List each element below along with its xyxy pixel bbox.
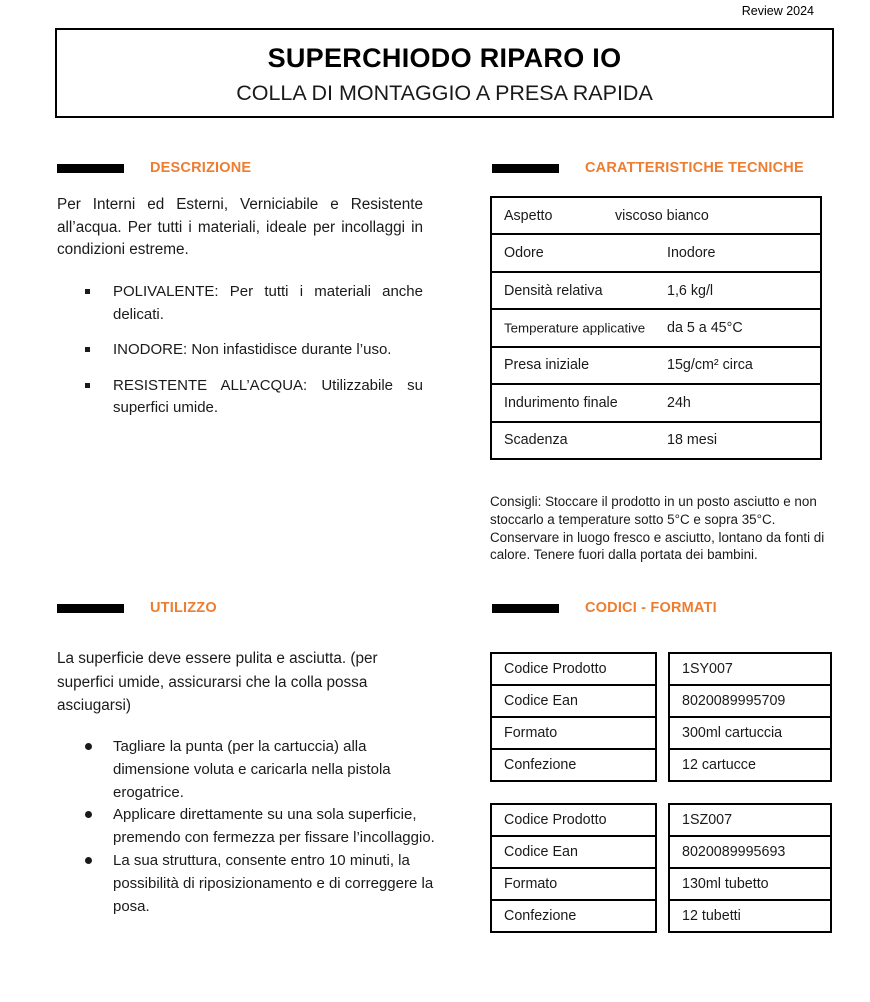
table-row bbox=[670, 899, 830, 931]
product-subtitle: COLLA DI MONTAGGIO A PRESA RAPIDA bbox=[236, 81, 653, 105]
section-heading-descrizione bbox=[57, 160, 251, 176]
heading-bar-icon bbox=[57, 164, 124, 173]
table-row bbox=[670, 867, 830, 899]
table-row bbox=[492, 716, 655, 748]
spec-value: da 5 a 45°C bbox=[667, 319, 743, 336]
heading-bar-icon bbox=[492, 604, 559, 613]
spec-label: Temperature applicative bbox=[504, 320, 646, 336]
code-value: 12 cartucce bbox=[682, 757, 756, 773]
spec-value: 15g/cm² circa bbox=[667, 357, 753, 374]
review-label: Review 2024 bbox=[741, 4, 814, 18]
table-row bbox=[670, 684, 830, 716]
table-row bbox=[492, 308, 820, 345]
note-paragraph: Conservare in luogo fresco e asciutto, lontano da fonti di calore. Tenere fuori dalla portata dei bambini. bbox=[490, 529, 825, 563]
list-item bbox=[57, 804, 435, 850]
table-row bbox=[492, 271, 820, 308]
list-item-text: Applicare direttamente su una sola superficie, premendo con fermezza per fissare l’incollaggio. bbox=[113, 806, 435, 847]
spec-label: Densità relativa bbox=[504, 282, 603, 299]
table-row bbox=[492, 198, 820, 233]
table-row bbox=[492, 654, 655, 684]
section-heading-caratteristiche bbox=[492, 160, 804, 176]
square-bullet-icon bbox=[85, 347, 90, 352]
list-item-text: INODORE: Non infastidisce durante l’uso. bbox=[113, 341, 392, 358]
utilizzo-bullet-list bbox=[57, 736, 435, 918]
spec-label: Odore bbox=[504, 245, 544, 262]
descrizione-bullet-list bbox=[57, 281, 423, 433]
section-heading-utilizzo bbox=[57, 600, 217, 616]
table-row bbox=[492, 421, 820, 458]
heading-bar-icon bbox=[492, 164, 559, 173]
table-row bbox=[492, 346, 820, 383]
title-box bbox=[55, 28, 834, 118]
code-value: 8020089995693 bbox=[682, 844, 786, 860]
table-row bbox=[670, 654, 830, 684]
table-row bbox=[492, 899, 655, 931]
codes-label-column bbox=[490, 803, 657, 933]
code-value: 12 tubetti bbox=[682, 908, 741, 924]
code-value: 8020089995709 bbox=[682, 693, 786, 709]
list-item bbox=[57, 281, 423, 326]
code-value: 130ml tubetto bbox=[682, 876, 769, 892]
spec-value: 24h bbox=[667, 394, 691, 411]
codes-value-column bbox=[668, 803, 832, 933]
section-heading-codici bbox=[492, 600, 717, 616]
list-item-text: POLIVALENTE: Per tutti i materiali anche delicati. bbox=[113, 283, 423, 323]
round-bullet-icon bbox=[85, 743, 92, 750]
round-bullet-icon bbox=[85, 811, 92, 818]
list-item-text: RESISTENTE ALL’ACQUA: Utilizzabile su superfici umide. bbox=[113, 376, 423, 416]
section-title: CODICI - FORMATI bbox=[585, 600, 717, 616]
spec-table bbox=[490, 196, 822, 460]
table-row bbox=[670, 716, 830, 748]
square-bullet-icon bbox=[85, 289, 90, 294]
spec-value: Inodore bbox=[667, 245, 716, 262]
code-label: Codice Ean bbox=[504, 693, 578, 709]
code-value: 1SY007 bbox=[682, 661, 733, 677]
descrizione-paragraph: Per Interni ed Esterni, Verniciabile e Resistente all’acqua. Per tutti i materiali, ideale per incollaggi in condizioni estreme. bbox=[57, 196, 423, 258]
product-title: SUPERCHIODO RIPARO IO bbox=[267, 43, 622, 73]
codes-value-column bbox=[668, 652, 832, 782]
list-item bbox=[57, 850, 435, 918]
heading-bar-icon bbox=[57, 604, 124, 613]
spec-label: Scadenza bbox=[504, 432, 568, 449]
code-label: Codice Ean bbox=[504, 844, 578, 860]
table-row bbox=[492, 383, 820, 420]
table-row bbox=[492, 748, 655, 780]
code-label: Confezione bbox=[504, 757, 577, 773]
table-row bbox=[670, 805, 830, 835]
section-title: UTILIZZO bbox=[150, 600, 217, 616]
list-item-text: Tagliare la punta (per la cartuccia) alla dimensione voluta e caricarla nella pistola erogatrice. bbox=[113, 738, 391, 801]
spec-label: Presa iniziale bbox=[504, 357, 590, 374]
square-bullet-icon bbox=[85, 383, 90, 388]
table-row bbox=[492, 867, 655, 899]
codes-label-column bbox=[490, 652, 657, 782]
code-value: 300ml cartuccia bbox=[682, 725, 783, 741]
code-label: Codice Prodotto bbox=[504, 812, 607, 828]
codes-table-cartridge bbox=[490, 652, 832, 782]
section-title: CARATTERISTICHE TECNICHE bbox=[585, 160, 804, 176]
list-item bbox=[57, 375, 423, 420]
spec-label: Aspetto bbox=[504, 207, 553, 224]
codes-table-tube bbox=[490, 803, 832, 933]
table-row bbox=[670, 748, 830, 780]
code-label: Confezione bbox=[504, 908, 577, 924]
table-row bbox=[492, 805, 655, 835]
list-item-text: La sua struttura, consente entro 10 minuti, la possibilità di riposizionamento e di correggere la posa. bbox=[113, 851, 434, 915]
table-row bbox=[492, 684, 655, 716]
spec-value: 1,6 kg/l bbox=[667, 282, 714, 299]
table-row bbox=[670, 835, 830, 867]
code-label: Formato bbox=[504, 876, 558, 892]
code-value: 1SZ007 bbox=[682, 812, 733, 828]
list-item bbox=[57, 339, 423, 362]
spec-value: 18 mesi bbox=[667, 432, 718, 449]
storage-advice-note bbox=[490, 493, 838, 564]
note-paragraph: Consigli: Stoccare il prodotto in un posto asciutto e non stoccarlo a temperature sotto 5°C e sopra 35°C. bbox=[490, 494, 817, 527]
round-bullet-icon bbox=[85, 857, 92, 864]
table-row bbox=[492, 835, 655, 867]
list-item bbox=[57, 736, 435, 804]
utilizzo-paragraph: La superficie deve essere pulita e asciutta. (per superfici umide, assicurarsi che la colla possa asciugarsi) bbox=[57, 650, 378, 714]
code-label: Codice Prodotto bbox=[504, 661, 607, 677]
table-row bbox=[492, 233, 820, 270]
spec-value: viscoso bianco bbox=[615, 207, 709, 224]
section-title: DESCRIZIONE bbox=[150, 160, 252, 176]
code-label: Formato bbox=[504, 725, 558, 741]
spec-label: Indurimento finale bbox=[504, 394, 618, 411]
